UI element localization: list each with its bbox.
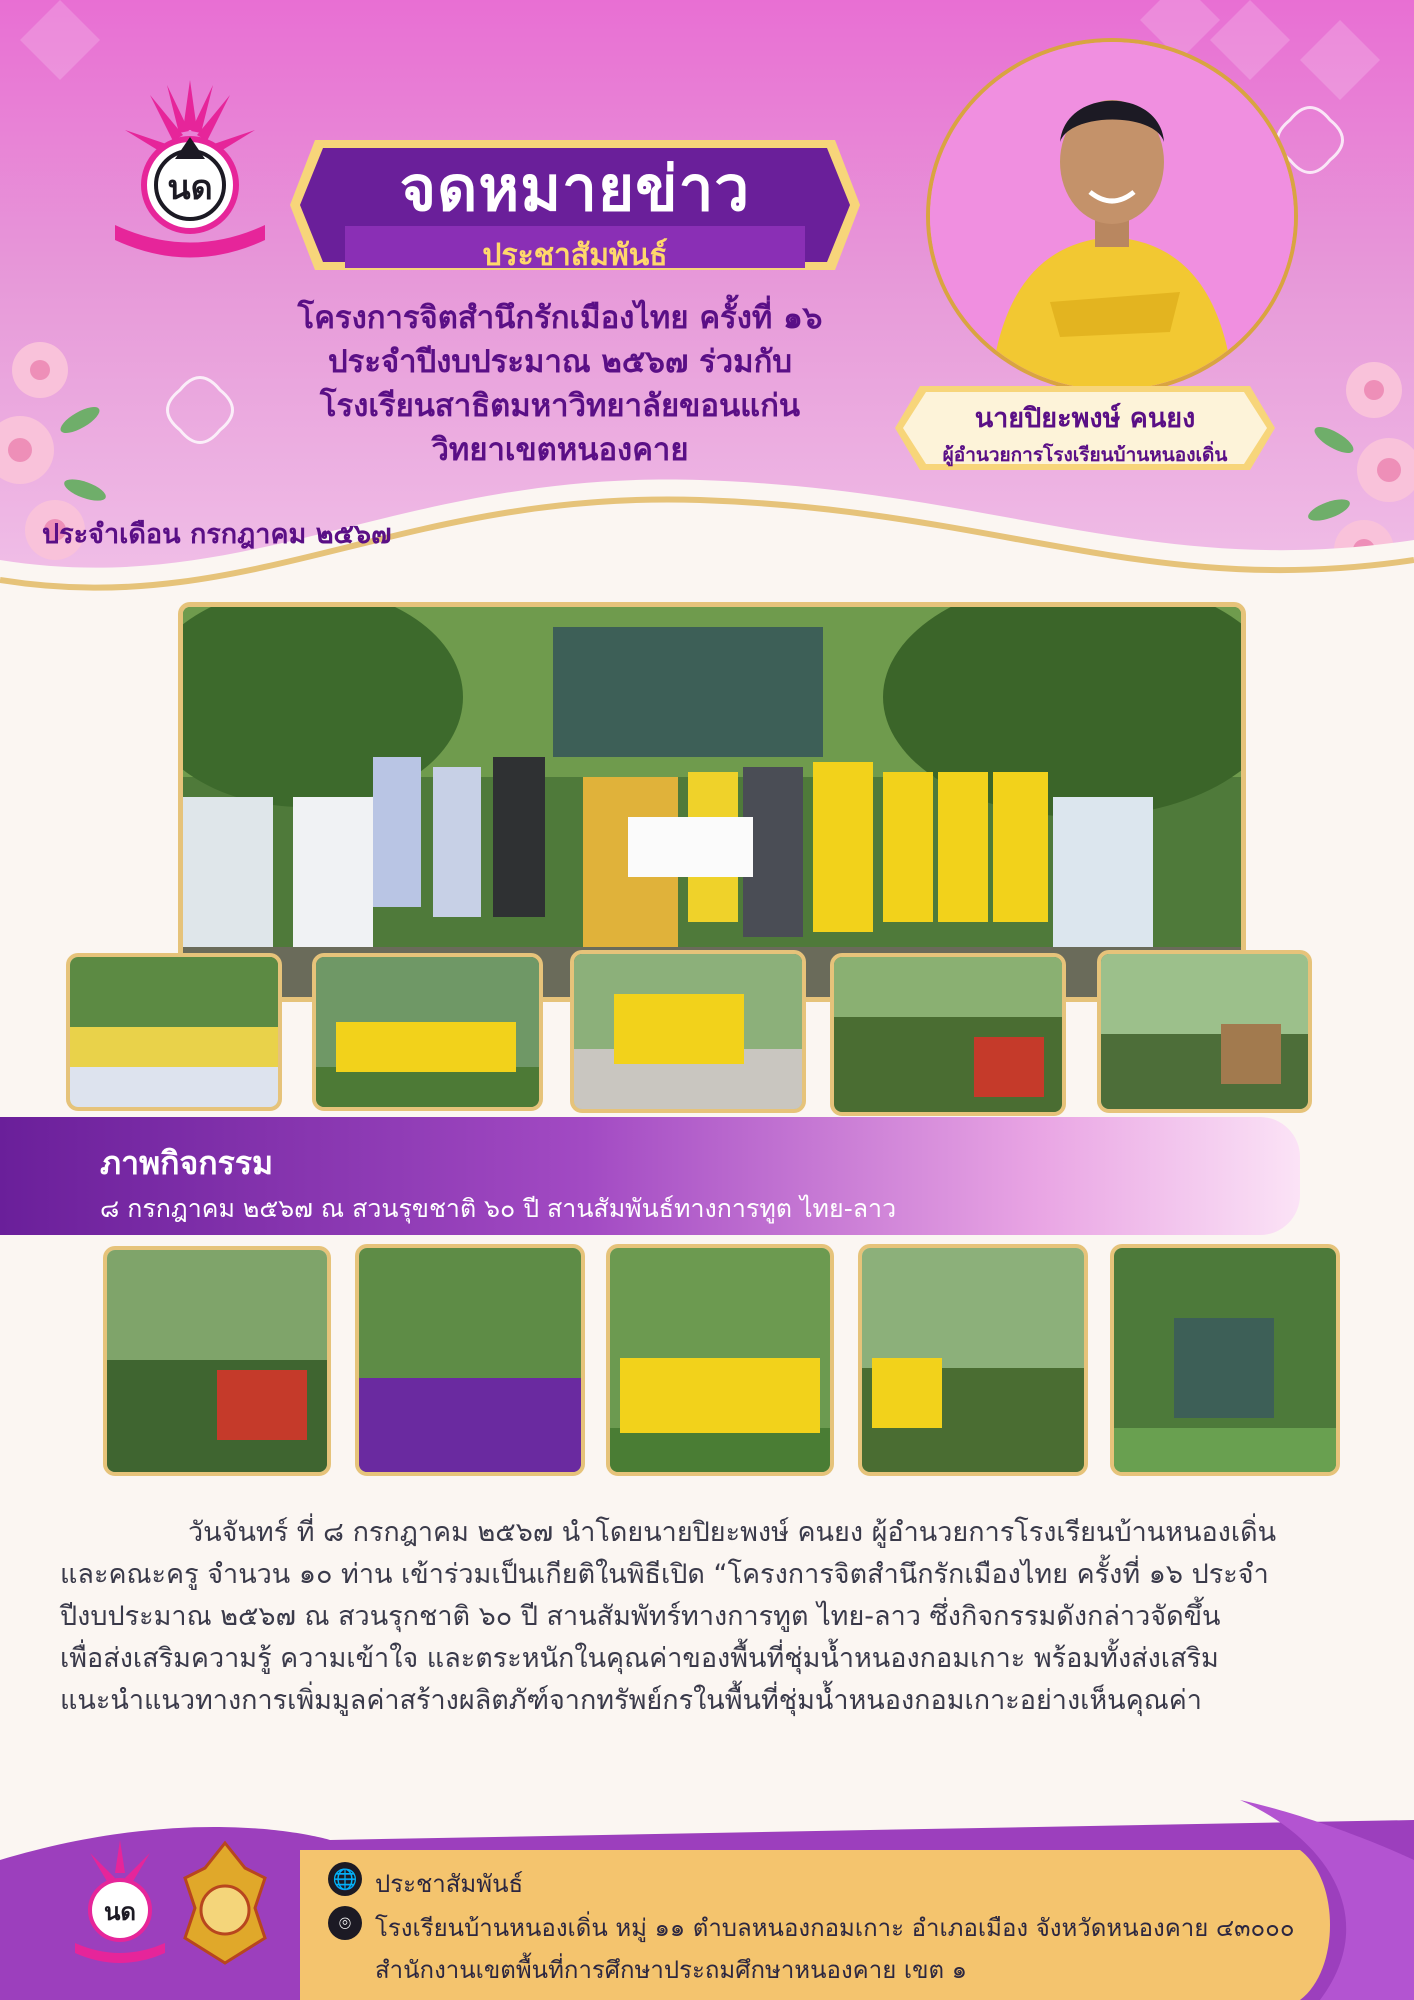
- activity-photo: [606, 1244, 834, 1476]
- body-line: วันจันทร์ ที่ ๘ กรกฎาคม ๒๕๖๗ นำโดยนายปิยะพงษ์ คนยง ผู้อำนวยการโรงเรียนบ้านหนองเดิ่น: [188, 1517, 1277, 1548]
- headline-line: โรงเรียนสาธิตมหาวิทยาลัยขอนแก่น: [319, 388, 801, 424]
- svg-text:นด: นด: [167, 168, 213, 208]
- footer-pr-label: ประชาสัมพันธ์: [375, 1870, 524, 1898]
- footer-school-logo: [70, 1838, 170, 1968]
- activity-title: ภาพกิจกรรม: [100, 1144, 274, 1182]
- svg-text:นด: นด: [104, 1898, 136, 1926]
- newsletter-title: จดหมายข่าว: [399, 152, 751, 225]
- headline-line: โครงการจิตสำนึกรักเมืองไทย ครั้งที่ ๑๖: [297, 300, 823, 336]
- activity-photo: [830, 953, 1066, 1116]
- body-line: และคณะครู จำนวน ๑๐ ท่าน เข้าร่วมเป็นเกียติในพิธีเปิด “โครงการจิตสำนึกรักเมืองไทย ครั้งที่ ๑๖ ประจำ: [60, 1559, 1269, 1590]
- education-office-seal: [175, 1838, 275, 1968]
- footer-office: สำนักงานเขตพื้นที่การศึกษาประถมศึกษาหนองคาย เขต ๑: [375, 1956, 967, 1984]
- body-line: ปีงบประมาณ ๒๕๖๗ ณ สวนรุกชาติ ๖๐ ปี สานสัมพัทร์ทางการทูต ไทย-ลาว ซึ่งกิจกรรมดังกล่าวจัดขึ้น: [60, 1601, 1221, 1632]
- director-position: ผู้อำนวยการโรงเรียนบ้านหนองเดิ่น: [942, 444, 1228, 466]
- headline-line: ประจำปีงบประมาณ ๒๕๖๗ ร่วมกับ: [327, 344, 793, 380]
- body-line: เพื่อส่งเสริมความรู้ ความเข้าใจ และตระหนักในคุณค่าของพื้นที่ชุ่มน้ำหนองกอมเกาะ พร้อมทั้งส่งเสริม: [60, 1643, 1219, 1674]
- activity-photo: [103, 1246, 331, 1476]
- newsletter-subtitle: ประชาสัมพันธ์: [482, 238, 668, 273]
- director-portrait: [926, 38, 1298, 394]
- activity-photo: [1110, 1244, 1340, 1476]
- headline: [210, 296, 910, 472]
- activity-photo: [355, 1244, 585, 1476]
- issue-month: ประจำเดือน กรกฎาคม ๒๕๖๗: [42, 519, 392, 550]
- main-group-photo: [178, 602, 1246, 1002]
- school-logo: [105, 75, 275, 260]
- body-paragraph: [60, 1512, 1360, 1722]
- director-name: นายปิยะพงษ์ คนยง: [974, 403, 1196, 434]
- activity-photo: [312, 953, 543, 1111]
- body-line: แนะนำแนวทางการเพิ่มมูลค่าสร้างผลิตภัฑ์จากทรัพย์กรในพื้นที่ชุ่มน้ำหนองกอมเกาะอย่างเห็นคุณค่า: [60, 1685, 1202, 1716]
- activity-subtitle: ๘ กรกฎาคม ๒๕๖๗ ณ สวนรุขชาติ ๖๐ ปี สานสัมพันธ์ทางการทูต ไทย-ลาว: [100, 1194, 897, 1223]
- globe-icon: 🌐: [328, 1862, 362, 1896]
- activity-photo: [858, 1244, 1088, 1476]
- footer-address: โรงเรียนบ้านหนองเดิ่น หมู่ ๑๑ ตำบลหนองกอมเกาะ อำเภอเมือง จังหวัดหนองคาย ๔๓๐๐๐: [375, 1914, 1295, 1942]
- location-pin-icon: ⌾: [328, 1906, 362, 1940]
- activity-photo: [1097, 950, 1312, 1113]
- activity-photo: [66, 953, 282, 1111]
- headline-line: วิทยาเขตหนองคาย: [431, 432, 689, 468]
- activity-photo: [570, 950, 806, 1113]
